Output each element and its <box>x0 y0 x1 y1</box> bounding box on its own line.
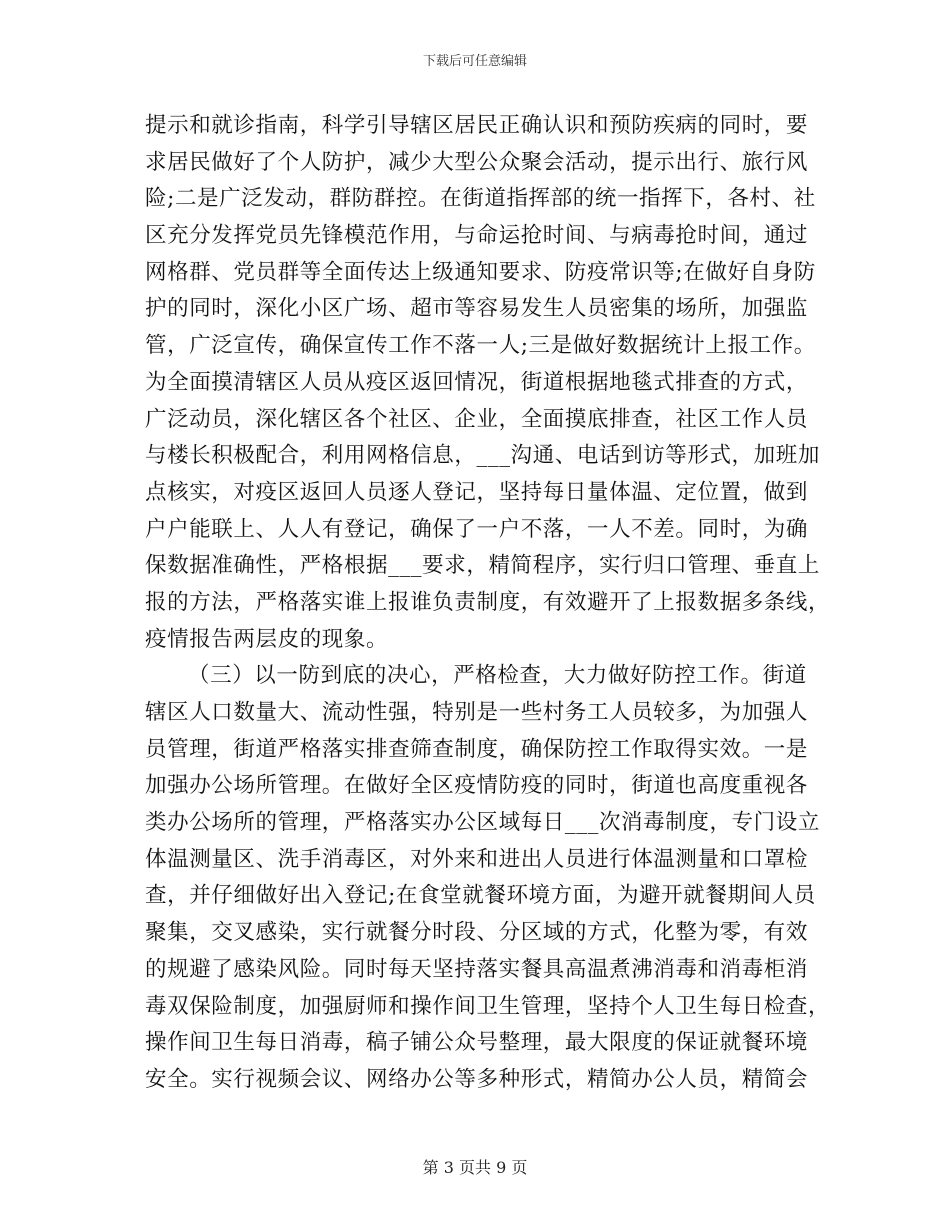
text-line: 体温测量区、洗手消毒区，对外来和进出人员进行体温测量和口罩检 <box>145 846 809 872</box>
text-line: 管，广泛宣传，确保宣传工作不落一人;三是做好数据统计上报工作。 <box>145 333 816 359</box>
text-line: 提示和就诊指南，科学引导辖区居民正确认识和预防疾病的同时，要 <box>145 113 809 138</box>
text-line: 护的同时，深化小区广场、超市等容易发生人员密集的场所，加强监 <box>145 296 809 322</box>
text-line: 类办公场所的管理，严格落实办公区域每日___次消毒制度，专门设立 <box>145 810 820 836</box>
text-line: 为全面摸清辖区人员从疫区返回情况，街道根据地毯式排查的方式， <box>145 369 809 395</box>
text-line: 的规避了感染风险。同时每天坚持落实餐具高温煮沸消毒和消毒柜消 <box>145 956 809 982</box>
text-line: 户户能联上、人人有登记，确保了一户不落，一人不差。同时，为确 <box>145 516 809 542</box>
text-line: 安全。实行视频会议、网络办公等多种形式，精简办公人员，精简会 <box>145 1066 809 1092</box>
text-line: 区充分发挥党员先锋模范作用，与命运抢时间、与病毒抢时间，通过 <box>145 223 809 249</box>
text-line: 求居民做好了个人防护，减少大型公众聚会活动，提示出行、旅行风 <box>145 149 809 175</box>
text-line: 加强办公场所管理。在做好全区疫情防疫的同时，街道也高度重视各 <box>145 773 809 799</box>
text-line: 聚集，交叉感染，实行就餐分时段、分区域的方式，化整为零，有效 <box>145 920 809 946</box>
section-heading-line: （三）以一防到底的决心，严格检查，大力做好防控工作。街道 <box>188 663 807 689</box>
text-line: 疫情报告两层皮的现象。 <box>145 626 389 652</box>
text-line: 操作间卫生每日消毒，稿子铺公众号整理，最大限度的保证就餐环境 <box>145 1030 809 1056</box>
text-line: 与楼长积极配合，利用网格信息，___沟通、电话到访等形式，加班加 <box>145 443 820 469</box>
text-line: 广泛动员，深化辖区各个社区、企业，全面摸底排查，社区工作人员 <box>145 406 809 432</box>
page-footer: 第 3 页共 9 页 <box>422 1158 528 1177</box>
text-line: 员管理，街道严格落实排查筛查制度，确保防控工作取得实效。一是 <box>145 736 809 762</box>
text-line: 保数据准确性，严格根据___要求，精简程序，实行归口管理、垂直上 <box>145 553 820 579</box>
document-body <box>145 108 831 1099</box>
text-line: 报的方法，严格落实谁上报谁负责制度，有效避开了上报数据多条线， <box>145 589 831 615</box>
text-line: 辖区人口数量大、流动性强，特别是一些村务工人员较多，为加强人 <box>145 700 809 725</box>
page-header: 下载后可任意编辑 <box>422 54 527 69</box>
text-line: 点核实，对疫区返回人员逐人登记，坚持每日量体温、定位置，做到 <box>145 479 809 505</box>
text-line: 网格群、党员群等全面传达上级通知要求、防疫常识等;在做好自身防 <box>145 259 816 285</box>
text-line: 查，并仔细做好出入登记;在食堂就餐环境方面，为避开就餐期间人员 <box>145 883 816 909</box>
text-line: 毒双保险制度，加强厨师和操作间卫生管理，坚持个人卫生每日检查， <box>145 993 831 1019</box>
text-line: 险;二是广泛发动，群防群控。在街道指挥部的统一指挥下，各村、社 <box>145 186 816 212</box>
